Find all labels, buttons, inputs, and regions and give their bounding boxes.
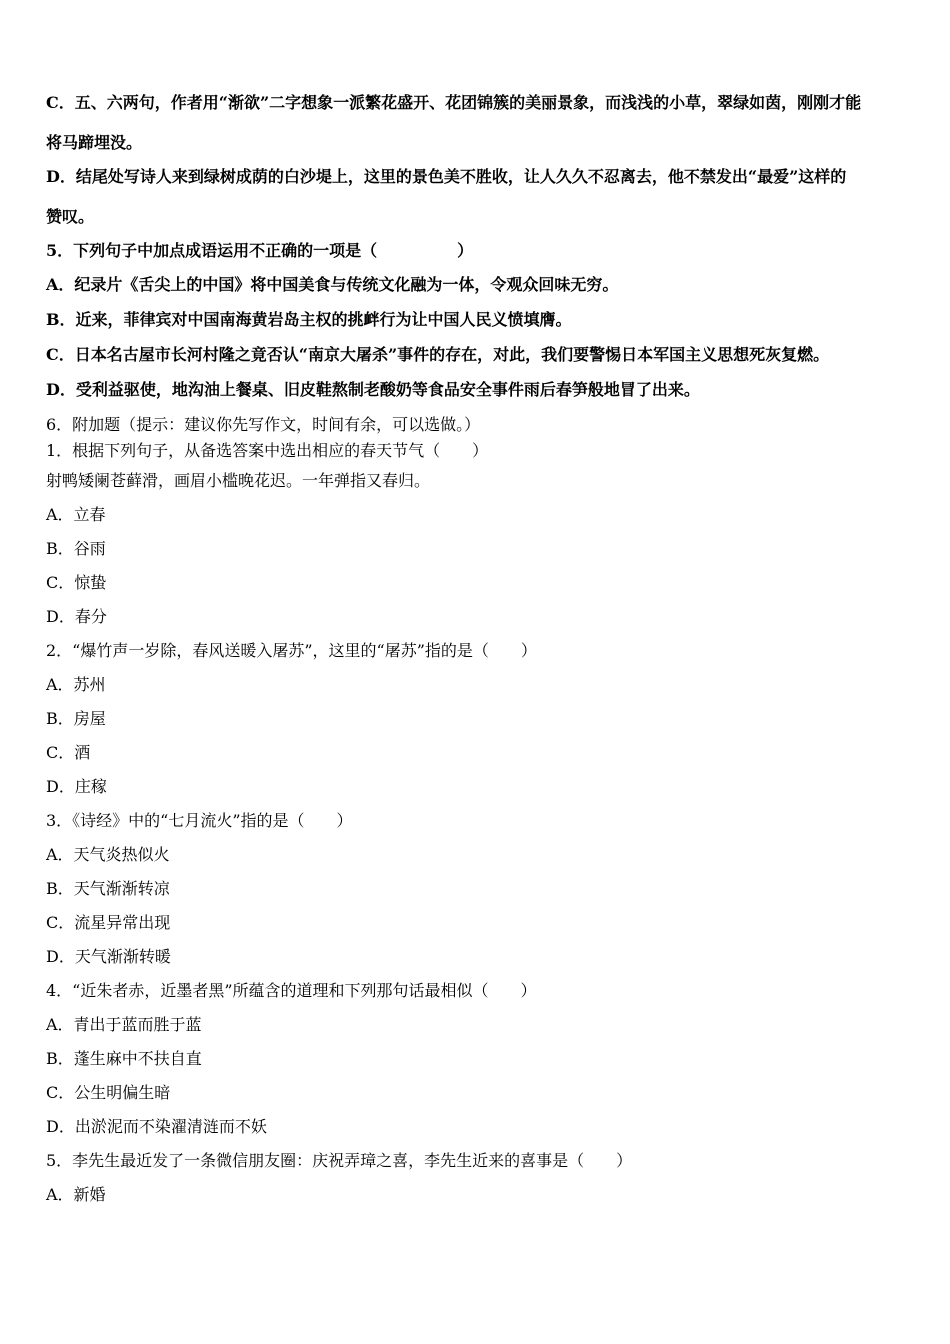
- q6-sub1-option-d: D．春分: [46, 607, 107, 626]
- q6-sub2-option-b: B．房屋: [46, 709, 106, 728]
- prev-option-c-line1: C．五、六两句，作者用“渐欲”二字想象一派繁花盛开、花团锦簇的美丽景象，而浅浅的小草，翠绿如茵，刚刚才能: [46, 93, 862, 112]
- q6-sub4-option-d: D．出淤泥而不染濯清涟而不妖: [46, 1117, 267, 1136]
- q6-sub4-option-a: A．青出于蓝而胜于蓝: [46, 1015, 202, 1034]
- q6-sub3-stem: 3．《诗经》中的“七月流火”指的是（ ）: [46, 811, 353, 830]
- q5-option-c: C．日本名古屋市长河村隆之竟否认“南京大屠杀”事件的存在，对此，我们要警惕日本军国主义思想死灰复燃。: [46, 345, 830, 364]
- q6-sub3-option-b: B．天气渐渐转凉: [46, 879, 170, 898]
- q6-sub2-option-a: A．苏州: [46, 675, 106, 694]
- prev-option-d-line2: 赞叹。: [46, 207, 95, 226]
- q6-sub5-stem: 5．李先生最近发了一条微信朋友圈：庆祝弄璋之喜，李先生近来的喜事是（ ）: [46, 1151, 633, 1170]
- document-page: [46, 92, 916, 1218]
- prev-option-d-line1: D．结尾处写诗人来到绿树成荫的白沙堤上，这里的景色美不胜收，让人久久不忍离去，他不禁发出“最爱”这样的: [46, 167, 847, 186]
- q6-sub2-stem: 2．“爆竹声一岁除，春风送暖入屠苏”，这里的“屠苏”指的是（ ）: [46, 641, 537, 660]
- q6-sub4-option-c: C．公生明偏生暗: [46, 1083, 171, 1102]
- q6-sub1-stem: 1．根据下列句子，从备选答案中选出相应的春天节气（ ）: [46, 441, 489, 460]
- q6-sub3-option-d: D．天气渐渐转暖: [46, 947, 171, 966]
- q6-sub1-option-b: B．谷雨: [46, 539, 106, 558]
- q6-sub1-option-a: A．立春: [46, 505, 106, 524]
- q6-sub4-stem: 4．“近朱者赤，近墨者黑”所蕴含的道理和下列那句话最相似（ ）: [46, 981, 537, 1000]
- q5-option-d: D．受利益驱使，地沟油上餐桌、旧皮鞋熬制老酸奶等食品安全事件雨后春笋般地冒了出来。: [46, 380, 700, 399]
- q6-sub1-quote: 射鸭矮阑苍藓滑，画眉小槛晚花迟。一年弹指又春归。: [46, 471, 431, 490]
- prev-option-c-line2: 将马蹄埋没。: [46, 133, 143, 152]
- q6-sub3-option-a: A．天气炎热似火: [46, 845, 170, 864]
- q6-sub1-option-c: C．惊蛰: [46, 573, 107, 592]
- q6-stem: 6．附加题（提示：建议你先写作文，时间有余，可以选做。）: [46, 415, 481, 434]
- q5-option-b: B．近来，菲律宾对中国南海黄岩岛主权的挑衅行为让中国人民义愤填膺。: [46, 310, 572, 329]
- q6-sub3-option-c: C．流星异常出现: [46, 913, 171, 932]
- q5-option-a: A．纪录片《舌尖上的中国》将中国美食与传统文化融为一体，令观众回味无穷。: [46, 275, 619, 294]
- q5-stem: 5．下列句子中加点成语运用不正确的一项是（ ）: [46, 241, 474, 260]
- q6-sub2-option-d: D．庄稼: [46, 777, 107, 796]
- q6-sub4-option-b: B．蓬生麻中不扶自直: [46, 1049, 202, 1068]
- q6-sub2-option-c: C．酒: [46, 743, 91, 762]
- q6-sub5-option-a: A．新婚: [46, 1185, 106, 1204]
